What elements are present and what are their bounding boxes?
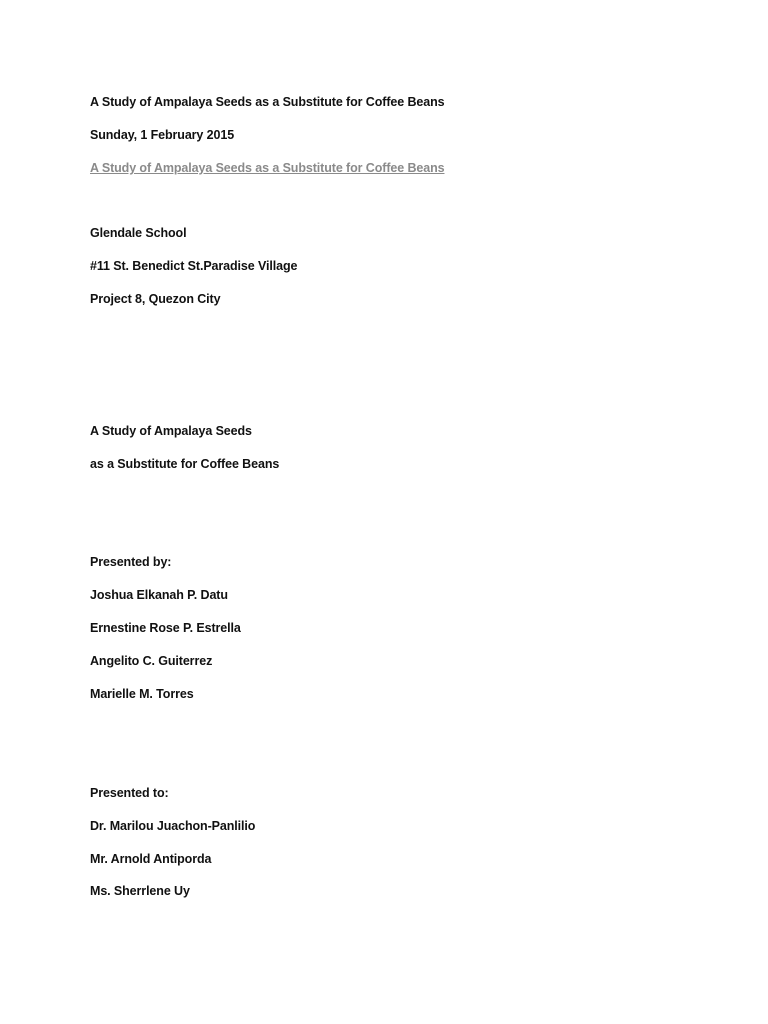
document-date: Sunday, 1 February 2015 [90,128,235,142]
title-link-line [90,160,444,176]
recipient-name: Ms. Sherrlene Uy [90,884,190,898]
study-title-line2: as a Substitute for Coffee Beans [90,457,280,471]
study-title-line1: A Study of Ampalaya Seeds [90,424,252,438]
recipient-name: Mr. Arnold Antiporda [90,852,212,866]
school-address-line1: #11 St. Benedict St.Paradise Village [90,259,298,273]
presenter-name: Joshua Elkanah P. Datu [90,588,228,602]
presenter-name: Ernestine Rose P. Estrella [90,621,241,635]
presenter-name: Angelito C. Guiterrez [90,654,213,668]
school-name: Glendale School [90,226,187,240]
presented-to-label: Presented to: [90,786,169,800]
recipient-name: Dr. Marilou Juachon-Panlilio [90,819,256,833]
title-link[interactable]: A Study of Ampalaya Seeds as a Substitute for Coffee Beans [90,161,445,175]
presented-by-label: Presented by: [90,555,172,569]
school-address-line2: Project 8, Quezon City [90,292,221,306]
presenter-name: Marielle M. Torres [90,687,194,701]
document-heading: A Study of Ampalaya Seeds as a Substitute for Coffee Beans [90,95,445,109]
